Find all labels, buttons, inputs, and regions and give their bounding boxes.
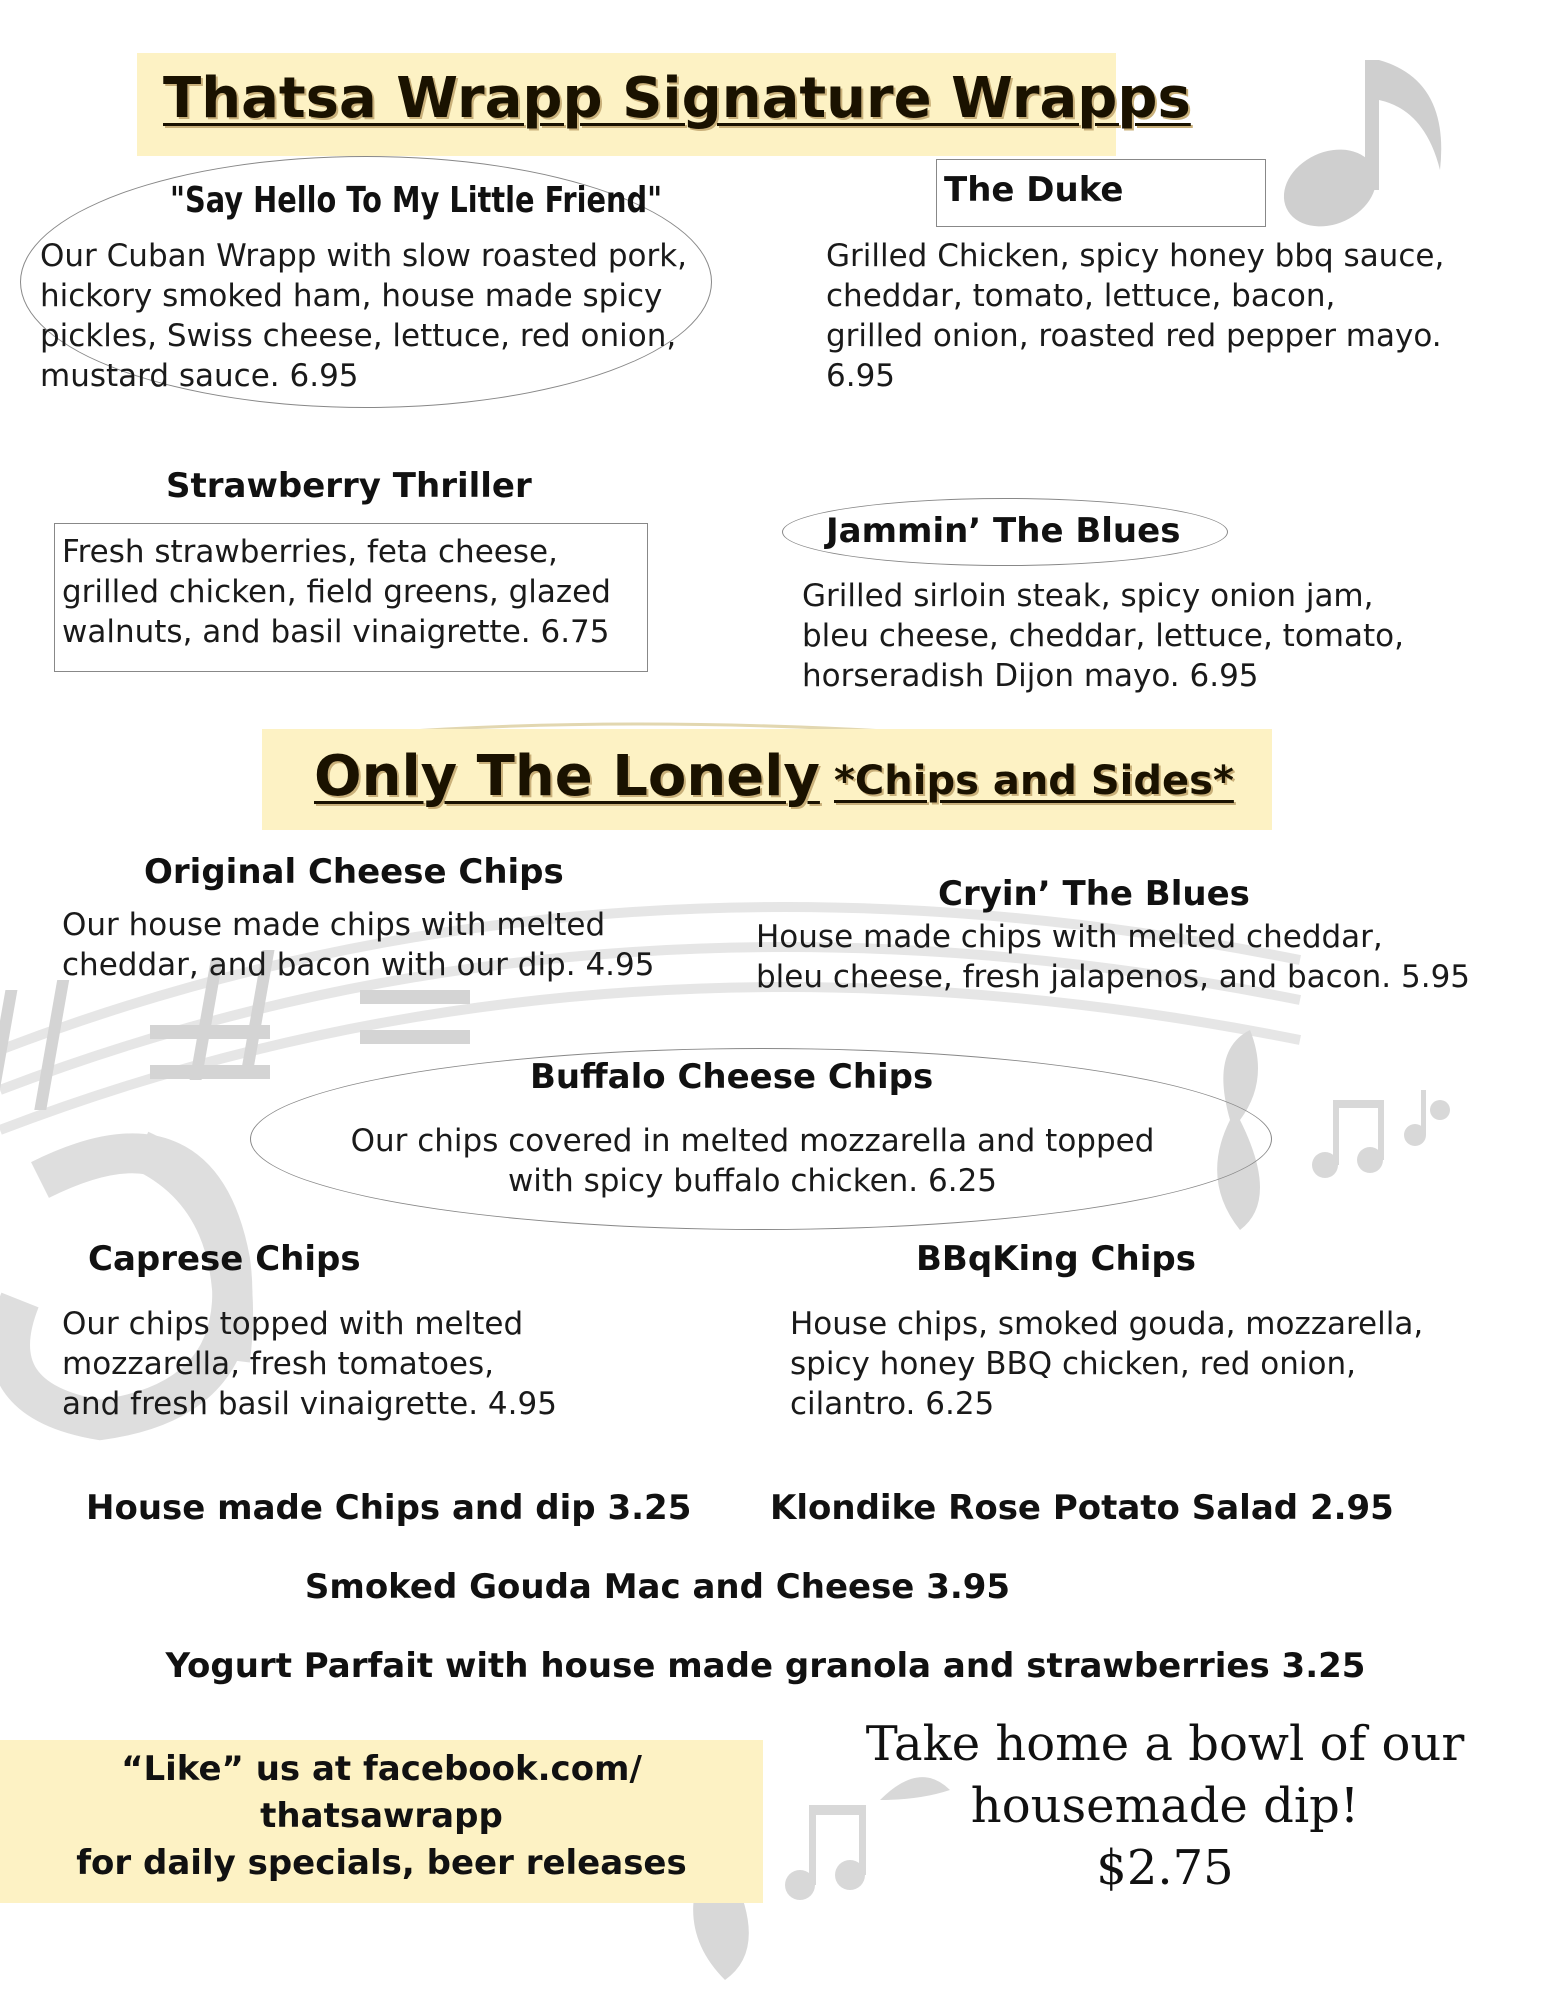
extra-item: Klondike Rose Potato Salad 2.95: [770, 1488, 1394, 1528]
extra-item: House made Chips and dip 3.25: [86, 1488, 692, 1528]
item-title-buffalo-cheese-chips: Buffalo Cheese Chips: [530, 1057, 934, 1097]
extra-item: Smoked Gouda Mac and Cheese 3.95: [304, 1567, 1011, 1607]
item-title-cryin-the-blues: Cryin’ The Blues: [938, 874, 1250, 914]
item-desc-bbqking-chips: House chips, smoked gouda, mozzarella, spicy honey BBQ chicken, red onion, cilantro. 6.25: [790, 1306, 1424, 1422]
item-title-say-hello: "Say Hello To My Little Friend": [170, 180, 663, 221]
item-desc-original-cheese-chips: Our house made chips with melted cheddar, and bacon with our dip. 4.95: [62, 907, 655, 983]
dip-promo: Take home a bowl of our housemade dip! $2.75: [865, 1716, 1465, 1896]
item-title-original-cheese-chips: Original Cheese Chips: [144, 852, 564, 892]
item-title-jammin-the-blues: Jammin’ The Blues: [826, 511, 1181, 551]
item-desc-the-duke: Grilled Chicken, spicy honey bbq sauce, cheddar, tomato, lettuce, bacon, grilled onion, roasted red pepper mayo. 6.95: [826, 238, 1445, 394]
item-desc-buffalo-cheese-chips: Our chips covered in melted mozzarella and topped with spicy buffalo chicken. 6.25: [350, 1123, 1155, 1199]
item-desc-cryin-the-blues: House made chips with melted cheddar, bleu cheese, fresh jalapenos, and bacon. 5.95: [756, 919, 1471, 995]
sides-heading: Only The Lonely: [314, 744, 820, 809]
sides-subheading: *Chips and Sides*: [834, 758, 1234, 804]
extra-item: Yogurt Parfait with house made granola and strawberries 3.25: [165, 1646, 1366, 1686]
item-title-the-duke: The Duke: [944, 170, 1124, 210]
item-title-caprese-chips: Caprese Chips: [88, 1239, 361, 1279]
item-title-strawberry-thriller: Strawberry Thriller: [166, 466, 532, 506]
signature-heading: Thatsa Wrapp Signature Wrapps: [163, 66, 1191, 131]
facebook-text: “Like” us at facebook.com/ thatsawrapp for daily specials, beer releases: [76, 1749, 687, 1883]
item-desc-jammin-the-blues: Grilled sirloin steak, spicy onion jam, bleu cheese, cheddar, lettuce, tomato, horseradish Dijon mayo. 6.95: [802, 578, 1404, 694]
eighth-note-icon: [1271, 60, 1441, 241]
item-desc-say-hello: Our Cuban Wrapp with slow roasted pork, hickory smoked ham, house made spicy pickles, Swiss cheese, lettuce, red onion, mustard sauce. 6.95: [40, 238, 688, 394]
item-desc-caprese-chips: Our chips topped with melted mozzarella, fresh tomatoes, and fresh basil vinaigrette. 4.95: [62, 1306, 557, 1422]
item-title-bbqking-chips: BBqKing Chips: [916, 1239, 1196, 1279]
item-desc-strawberry-thriller: Fresh strawberries, feta cheese, grilled chicken, field greens, glazed walnuts, and basil vinaigrette. 6.75: [62, 534, 611, 650]
